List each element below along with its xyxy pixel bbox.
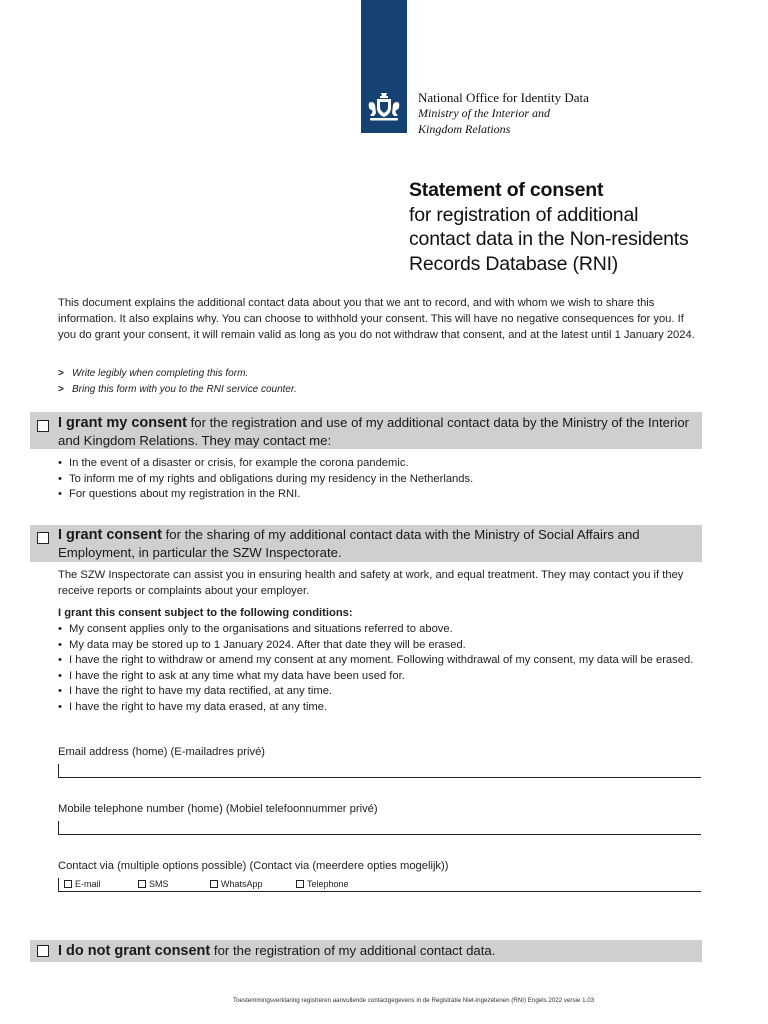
ministry-line-2: Kingdom Relations — [418, 121, 511, 136]
contact-via-options — [58, 877, 701, 892]
list-item: • I have the right to ask at any time what my data have been used for. — [58, 669, 708, 685]
decline-consent-text: for the registration of my additional contact data. — [210, 943, 496, 958]
title-line-3: Records Database (RNI) — [409, 252, 619, 275]
contact-option-telephone[interactable]: Telephone — [296, 879, 349, 889]
list-item: • I have the right to withdraw or amend my consent at any moment. Following withdrawal of my consent, my data will be erased. — [58, 653, 708, 669]
coat-of-arms-icon — [364, 87, 404, 127]
checkbox-icon[interactable] — [296, 880, 304, 888]
contact-option-email[interactable]: E-mail — [64, 879, 101, 889]
conditions-list — [58, 622, 708, 716]
consent-sharing-bold: I grant consent — [58, 527, 162, 543]
title-bold: Statement of consent — [409, 179, 604, 201]
intro-paragraph: This document explains the additional contact data about you that we ant to record, and with whom we wish to share this information. It also explains why. You can choose to withhold your consent. This will have no negative consequences for you. If you do grant your consent, it will remain valid as long as you do not withdraw that consent, and at the latest until 1 January 2024. — [58, 297, 695, 341]
szw-description: The SZW Inspectorate can assist you in ensuring health and safety at work, and equal treatment. They may contact you if they receive reports or complaints about your employer. — [58, 569, 684, 597]
logo-bar — [361, 0, 407, 133]
list-item: • In the event of a disaster or crisis, for example the corona pandemic. — [58, 456, 708, 472]
title-line-2: contact data in the Non-residents — [409, 228, 689, 250]
contact-option-whatsapp[interactable]: WhatsApp — [210, 879, 263, 889]
list-item: • My data may be stored up to 1 January 2024. After that date they will be erased. — [58, 638, 708, 654]
consent-registration-checkbox[interactable] — [37, 420, 49, 432]
document-footer: Toestemmingsverklaring registreren aanvullende contactgegevens in de Registratie Niet-ingezetenen (RNI) Engels 2022 versie 1.03 — [233, 997, 595, 1004]
checkbox-icon[interactable] — [64, 880, 72, 888]
chevron-right-icon: > — [58, 368, 64, 379]
list-item: • To inform me of my rights and obligations during my residency in the Netherlands. — [58, 472, 708, 488]
email-label: Email address (home) (E-mailadres privé) — [58, 746, 266, 758]
mobile-label: Mobile telephone number (home) (Mobiel telefoonnummer privé) — [58, 803, 378, 815]
consent-band-decline — [30, 940, 702, 962]
ministry-line-1: Ministry of the Interior and — [418, 106, 550, 120]
instruction-list — [58, 366, 297, 398]
document-title — [409, 178, 739, 276]
consent-sharing-checkbox[interactable] — [37, 532, 49, 544]
consent-band-registration — [30, 412, 702, 449]
consent-registration-bold: I grant my consent — [58, 415, 187, 431]
title-line-1: for registration of additional — [409, 203, 639, 226]
mobile-field[interactable] — [58, 821, 701, 835]
contact-via-label: Contact via (multiple options possible) (Contact via (meerdere opties mogelijk)) — [58, 860, 449, 872]
list-item: • I have the right to have my data erased, at any time. — [58, 700, 708, 716]
contact-option-sms[interactable]: SMS — [138, 879, 169, 889]
decline-consent-bold: I do not grant consent — [58, 943, 211, 959]
checkbox-icon[interactable] — [210, 880, 218, 888]
chevron-right-icon: > — [58, 384, 64, 395]
consent-band-sharing — [30, 525, 702, 562]
consent-sharing-text: for the sharing of my additional contact data with the Ministry of Social Affairs and Employment, in particular the SZW Inspectorate. — [58, 527, 640, 560]
registration-purpose-list — [58, 456, 708, 503]
instruction-item: > Write legibly when completing this form. — [58, 366, 297, 382]
instruction-item: > Bring this form with you to the RNI service counter. — [58, 382, 297, 398]
list-item: • For questions about my registration in the RNI. — [58, 487, 708, 503]
checkbox-icon[interactable] — [138, 880, 146, 888]
list-item: • My consent applies only to the organisations and situations referred to above. — [58, 622, 708, 638]
decline-consent-checkbox[interactable] — [37, 945, 49, 957]
email-field[interactable] — [58, 764, 701, 778]
list-item: • I have the right to have my data rectified, at any time. — [58, 684, 708, 700]
consent-registration-text: for the registration and use of my additional contact data by the Ministry of the Interior and Kingdom Relations. They may contact me: — [58, 415, 690, 448]
organisation-name — [418, 90, 589, 137]
conditions-heading: I grant this consent subject to the following conditions: — [58, 607, 353, 619]
org-name: National Office for Identity Data — [418, 90, 589, 105]
